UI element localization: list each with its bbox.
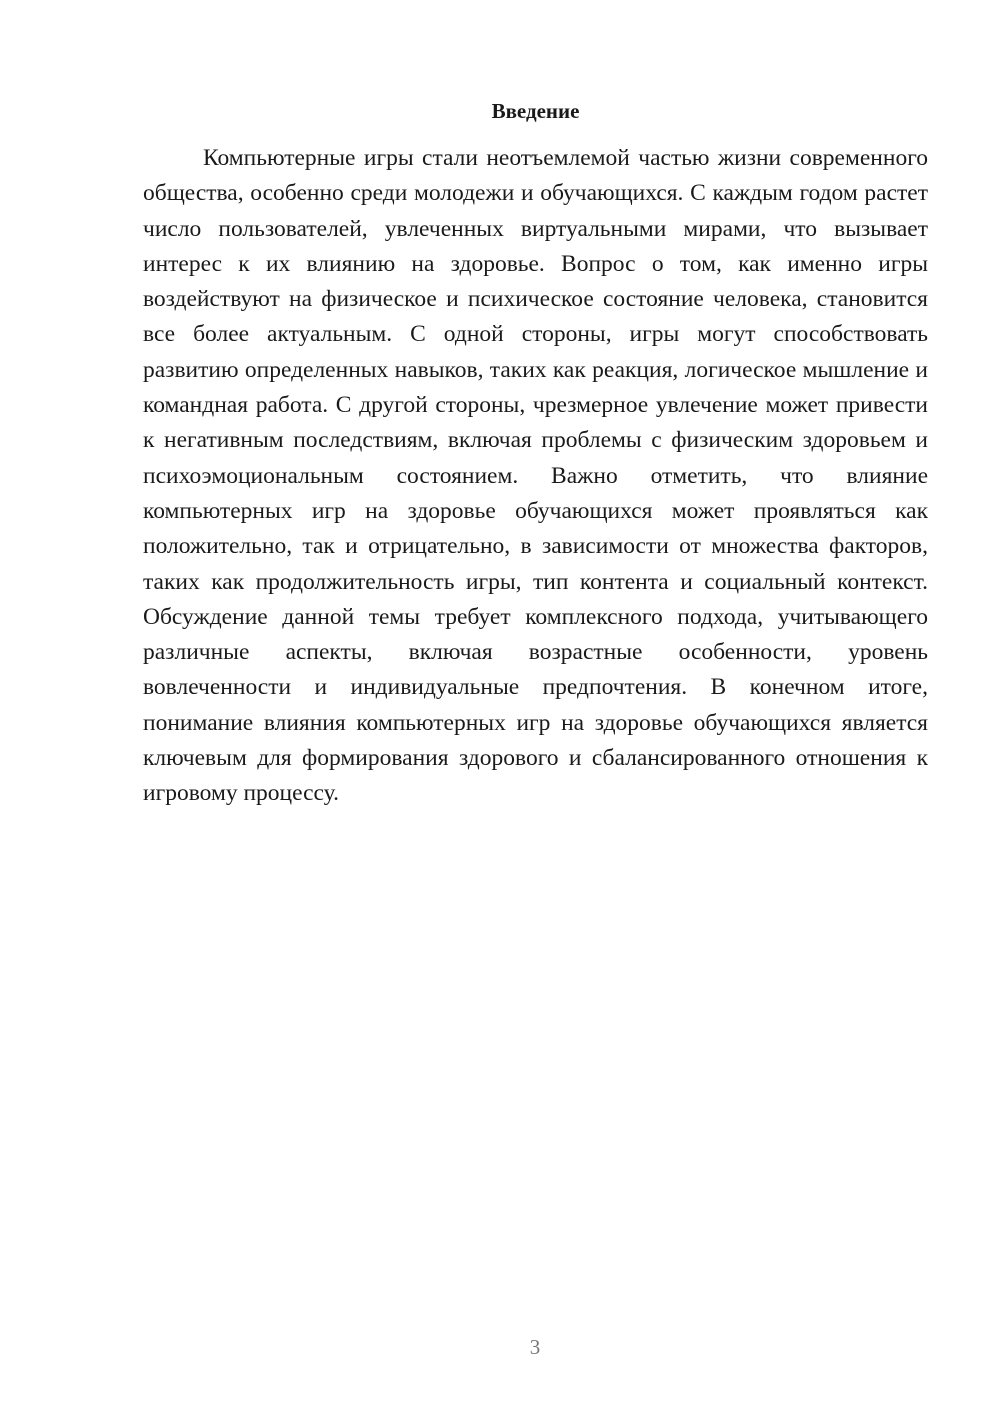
section-heading: Введение <box>491 99 580 123</box>
page-number: 3 <box>529 1335 541 1359</box>
body-paragraph: Компьютерные игры стали неотъемлемой частью жизни современного общества, особенно среди молодежи и обучающихся. С каждым годом растет число пользователей, увлеченных виртуальными мирами, что вызывает интерес к их влиянию на здоровье. Вопрос о том, как именно игры воздействуют на физическое и психическое состояние человека, становится все более актуальным. С одной стороны, игры могут способствовать развитию определенных навыков, таких как реакция, логическое мышление и командная работа. С другой стороны, чрезмерное увлечение может привести к негативным последствиям, включая проблемы с физическим здоровьем и психоэмоциональным состоянием. Важно отметить, что влияние компьютерных игр на здоровье обучающихся может проявляться как положительно, так и отрицательно, в зависимости от множества факторов, таких как продолжительность игры, тип контента и социальный контекст. Обсуждение данной темы требует комплексного подхода, учитывающего различные аспекты, включая возрастные особенности, уровень вовлеченности и индивидуальные предпочтения. В конечном итоге, понимание влияния компьютерных игр на здоровье обучающихся является ключевым для формирования здорового и сбалансированного отношения к игровому процессу. <box>143 145 928 807</box>
